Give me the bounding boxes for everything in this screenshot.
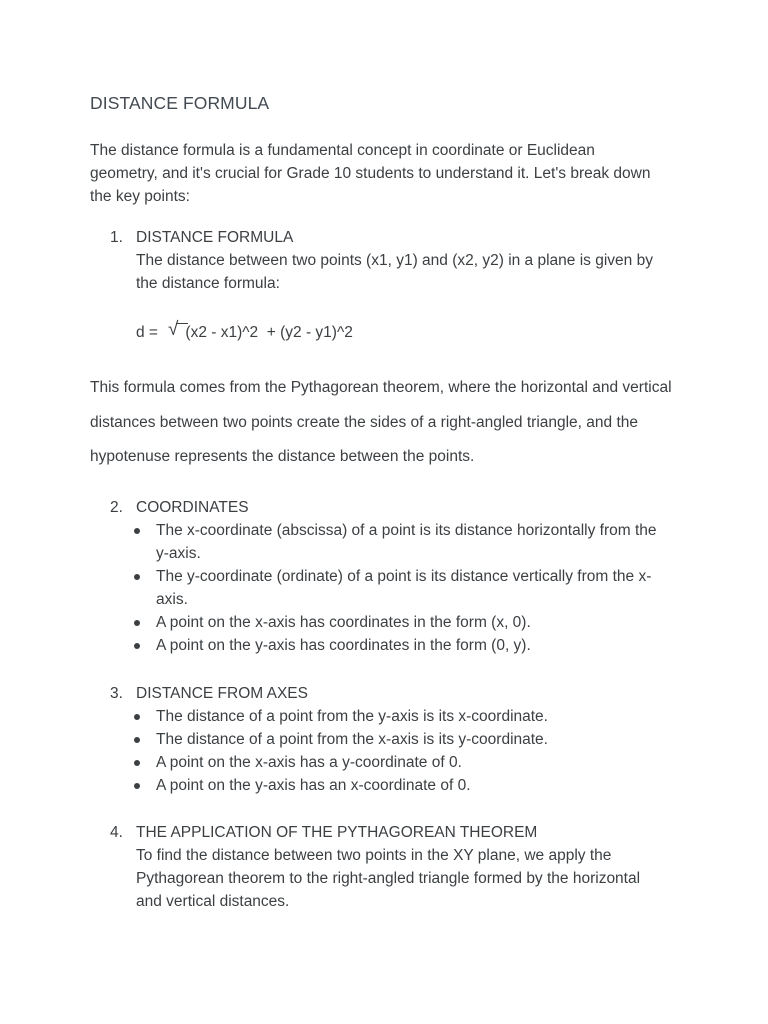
bullet-list: [110, 705, 670, 797]
bullet-icon: [134, 643, 140, 649]
list-number: 3.: [110, 685, 123, 702]
square-root-symbol: √: [167, 319, 179, 340]
distance-formula-equation: [136, 319, 353, 344]
section-coordinates: [110, 496, 670, 657]
list-item: A point on the y-axis has an x-coordinate of 0.: [134, 774, 670, 797]
bullet-icon: [134, 760, 140, 766]
section-text: To find the distance between two points in the XY plane, we apply the Pythagorean theorem to the right-angled triangle formed by the horizontal and vertical distances.: [136, 847, 641, 910]
list-item: The x-coordinate (abscissa) of a point is its distance horizontally from the y-axis.: [134, 519, 670, 565]
intro-paragraph: The distance formula is a fundamental concept in coordinate or Euclidean geometry, and it's crucial for Grade 10 students to understand it. Let's break down the key points:: [90, 142, 651, 205]
list-number: 1.: [110, 229, 123, 246]
section-distance-from-axes: [110, 682, 670, 797]
formula-rhs: (x2 - x1)^2 + (y2 - y1)^2: [185, 324, 353, 341]
section-pythagorean-application: [110, 821, 670, 913]
list-item: A point on the y-axis has coordinates in the form (0, y).: [134, 634, 670, 657]
square-root-bar: [176, 323, 188, 324]
formula-lhs: d =: [136, 324, 158, 341]
document-title: DISTANCE FORMULA: [90, 93, 270, 113]
section-text: The distance between two points (x1, y1) and (x2, y2) in a plane is given by the distance formula:: [136, 252, 653, 292]
list-item: The distance of a point from the x-axis is its y-coordinate.: [134, 728, 670, 751]
bullet-icon: [134, 620, 140, 626]
bullet-icon: [134, 737, 140, 743]
list-number: 4.: [110, 824, 123, 841]
pythagoras-note-paragraph: This formula comes from the Pythagorean theorem, where the horizontal and vertical distances between two points create the sides of a right-angled triangle, and the hypotenuse represents the distance between the points.: [90, 379, 672, 465]
bullet-icon: [134, 528, 140, 534]
bullet-list: [110, 519, 670, 657]
list-item: The y-coordinate (ordinate) of a point is its distance vertically from the x-axis.: [134, 565, 670, 611]
bullet-icon: [134, 714, 140, 720]
section-heading: COORDINATES: [136, 499, 249, 516]
section-distance-formula: [110, 226, 670, 295]
list-item: The distance of a point from the y-axis is its x-coordinate.: [134, 705, 670, 728]
section-heading: DISTANCE FROM AXES: [136, 685, 308, 702]
section-heading: THE APPLICATION OF THE PYTHAGOREAN THEOREM: [136, 824, 538, 841]
list-number: 2.: [110, 499, 123, 516]
section-heading: DISTANCE FORMULA: [136, 229, 294, 246]
list-item: A point on the x-axis has coordinates in the form (x, 0).: [134, 611, 670, 634]
list-item: A point on the x-axis has a y-coordinate of 0.: [134, 751, 670, 774]
bullet-icon: [134, 783, 140, 789]
bullet-icon: [134, 574, 140, 580]
